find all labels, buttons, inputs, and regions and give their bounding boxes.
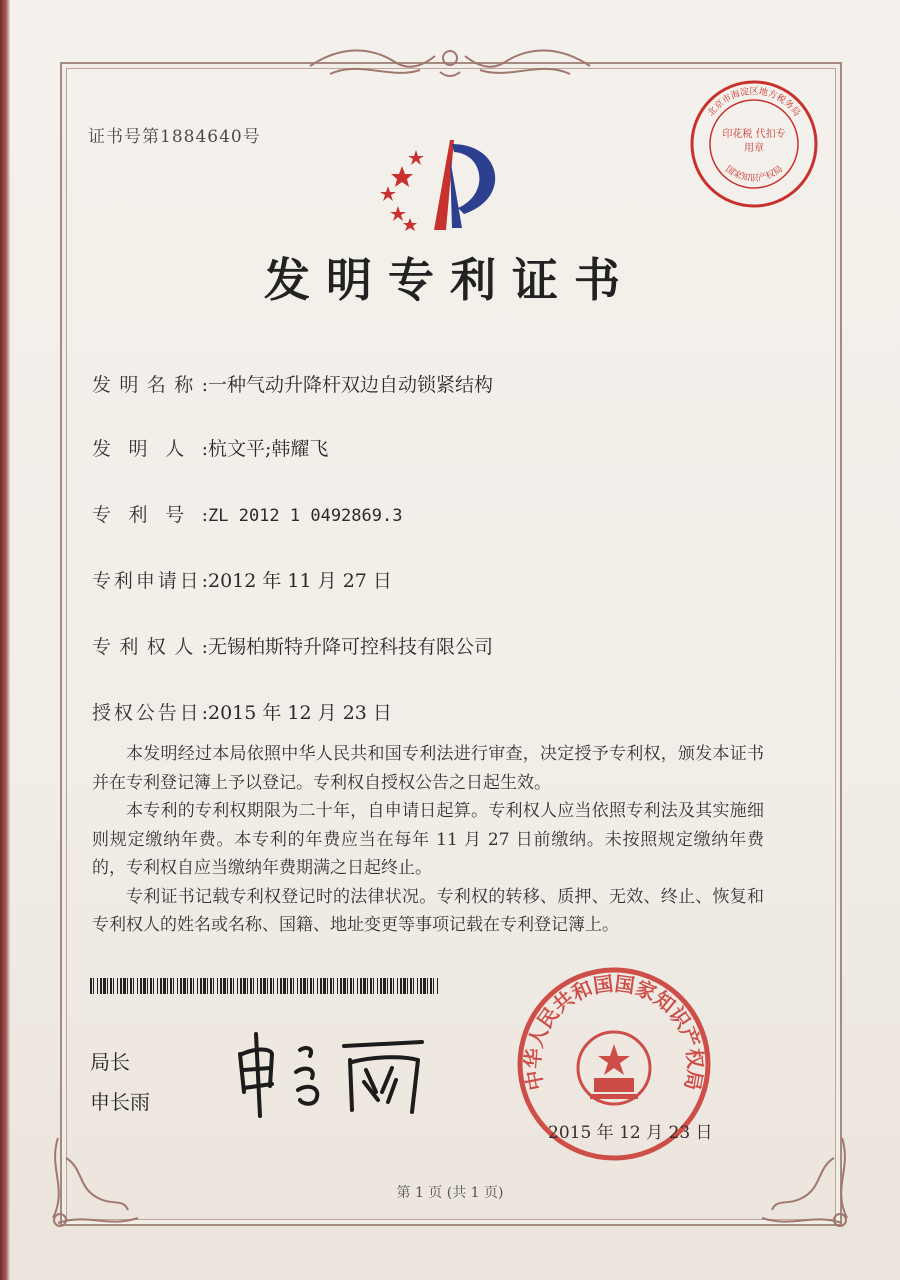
barcode-icon bbox=[90, 978, 440, 994]
certificate-title: 发明专利证书 bbox=[264, 253, 636, 307]
field-patentee bbox=[92, 632, 493, 659]
agent-seal-bottom-text: 国家知识产权局 bbox=[723, 164, 785, 184]
field-invention-name bbox=[92, 370, 493, 397]
field-label: 授权公告日: bbox=[92, 702, 208, 724]
tax-agent-seal-icon bbox=[686, 76, 822, 212]
field-label: 专利号: bbox=[92, 504, 208, 526]
field-value: 2015 年 12 月 23 日 bbox=[208, 702, 392, 724]
field-label: 专利权人: bbox=[92, 636, 208, 658]
svg-text:北京市海淀区地方税务局 bbox=[705, 85, 802, 118]
director-signature bbox=[226, 1020, 446, 1120]
agent-seal-ring-text: 北京市海淀区地方税务局 bbox=[706, 87, 802, 119]
binding-spine bbox=[0, 0, 10, 1280]
agent-seal-center-text: 印花税 代扣专用章 bbox=[722, 129, 786, 154]
cnipa-logo-icon bbox=[372, 128, 532, 238]
field-patent-number bbox=[92, 500, 402, 527]
paragraph: 本发明经过本局依照中华人民共和国专利法进行审查，决定授予专利权，颁发本证书并在专利登记簿上予以登记。专利权自授权公告之日起生效。 bbox=[92, 744, 764, 793]
official-seal-ring-text: 中华人民共和国国家知识产权局 bbox=[520, 971, 708, 1093]
top-ornament bbox=[300, 44, 600, 84]
field-value: ZL 2012 1 0492869.3 bbox=[208, 506, 403, 526]
field-value: 无锡柏斯特升降可控科技有限公司 bbox=[208, 636, 494, 658]
official-seal-date: 2015 年 12 月 23 日 bbox=[548, 1123, 713, 1143]
field-label: 发明人: bbox=[92, 438, 208, 460]
field-value: 2012 年 11 月 27 日 bbox=[208, 570, 392, 592]
svg-text:国家知识产权局 bbox=[723, 164, 785, 184]
paragraph: 本专利的专利权期限为二十年，自申请日起算。专利权人应当依照专利法及其实施细则规定缴纳年费。本专利的年费应当在每年 11 月 27 日前缴纳。未按照规定缴纳年费的，专利权自应当缴纳年费期满之日起终止。 bbox=[92, 801, 764, 878]
field-label: 发明名称: bbox=[92, 374, 208, 396]
field-application-date bbox=[92, 566, 392, 593]
field-label: 专利申请日: bbox=[92, 570, 208, 592]
certificate-number: 证书号第1884640号 bbox=[88, 127, 261, 147]
field-inventors bbox=[92, 434, 328, 461]
field-value: 一种气动升降杆双边自动锁紧结构 bbox=[208, 374, 494, 396]
director-title: 局长 bbox=[90, 1050, 130, 1074]
director-name: 申长雨 bbox=[90, 1090, 150, 1114]
certificate-body bbox=[92, 740, 764, 940]
field-grant-date bbox=[92, 698, 392, 725]
field-value: 杭文平;韩耀飞 bbox=[208, 438, 329, 460]
page-number: 第 1 页 (共 1 页) bbox=[396, 1185, 504, 1201]
paragraph: 专利证书记载专利权登记时的法律状况。专利权的转移、质押、无效、终止、恢复和专利权人的姓名或名称、国籍、地址变更等事项记载在专利登记簿上。 bbox=[92, 886, 764, 935]
